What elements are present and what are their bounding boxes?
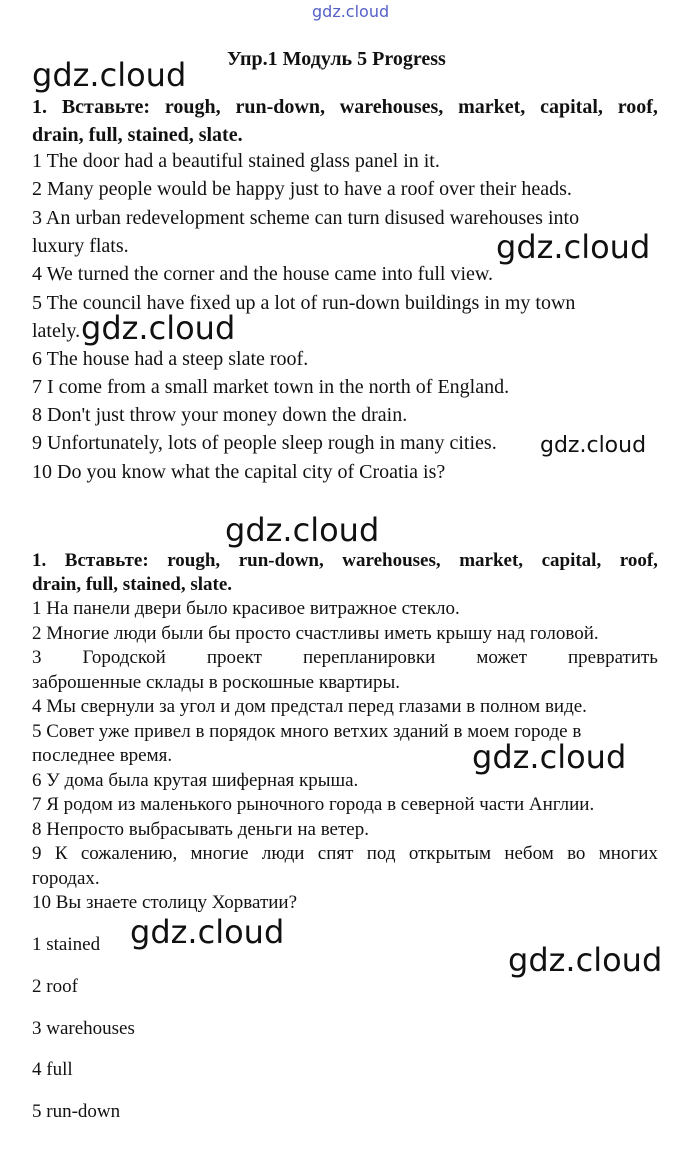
ru-sentence-9b: городах. [32,868,100,889]
ru-sentence-8: 8 Непросто выбрасывать деньги на ветер. [32,819,369,840]
task-word: run-down, [235,96,325,118]
ru-word: открытым [408,843,492,864]
en-sentence-5a: 5 The council have fixed up a lot of run-down buildings in my town [32,292,576,314]
answer-item: 3 warehouses [32,1018,135,1039]
ru-sentence-5b: последнее время. [32,745,173,766]
watermark-7: gdz.cloud [130,913,285,951]
ru-word: перепланировки [302,647,436,668]
watermark-4: gdz.cloud [540,433,647,458]
ru-word: небом [504,843,554,864]
ru-sentence-10: 10 Вы знаете столицу Хорватии? [32,892,298,913]
ru-word: сожалению, [80,843,178,864]
page-title: Упр.1 Модуль 5 Progress [227,48,446,70]
ru-word: Городской [82,647,166,668]
ru-sentence-3a [32,647,658,669]
task-word: Вставьте: [61,96,151,118]
ru-word: 3 [32,647,42,668]
task-heading-ru-line1 [32,550,658,572]
task-word: capital, [541,550,602,571]
ru-sentence-9a [32,843,658,865]
ru-sentence-6: 6 У дома была крутая шиферная крыша. [32,770,359,791]
watermark-3: gdz.cloud [81,309,236,347]
en-sentence-2: 2 Many people would be happy just to have a roof over their heads. [32,178,572,200]
en-sentence-8: 8 Don't just throw your money down the drain. [32,404,408,426]
answer-item: 4 full [32,1059,73,1080]
task-word: capital, [540,96,603,118]
ru-word: может [476,647,527,668]
en-sentence-1: 1 The door had a beautiful stained glass panel in it. [32,150,440,172]
watermark-6: gdz.cloud [472,738,627,776]
ru-word: 9 [32,843,42,864]
task-word: rough, [167,550,221,571]
en-sentence-9: 9 Unfortunately, lots of people sleep rough in many cities. [32,432,497,454]
ru-word: многие [190,843,249,864]
ru-word: спят [317,843,354,864]
answer-item: 2 roof [32,976,78,997]
ru-sentence-4: 4 Мы свернули за угол и дом предстал перед глазами в полном виде. [32,696,587,717]
task-heading-ru-line2: drain, full, stained, slate. [32,574,233,595]
en-sentence-5b: lately. [32,320,81,342]
ru-sentence-2: 2 Многие люди были бы просто счастливы иметь крышу над головой. [32,623,599,644]
ru-word: под [366,843,396,864]
ru-word: люди [261,843,305,864]
en-sentence-4: 4 We turned the corner and the house came into full view. [32,263,494,285]
task-word: market, [459,550,524,571]
ru-sentence-3b: заброшенные склады в роскошные квартиры. [32,672,400,693]
task-heading-en-line2: drain, full, stained, slate. [32,124,243,146]
watermark-5: gdz.cloud [225,511,380,549]
task-word: roof, [619,550,658,571]
task-word: warehouses, [342,550,441,571]
top-watermark: gdz.cloud [312,2,390,21]
ru-sentence-5a: 5 Совет уже привел в порядок много ветхих зданий в моем городе в [32,721,582,742]
answer-item: 5 run-down [32,1101,121,1122]
en-sentence-10: 10 Do you know what the capital city of Croatia is? [32,461,446,483]
ru-sentence-7: 7 Я родом из маленького рыночного города в северной части Англии. [32,794,595,815]
watermark-1: gdz.cloud [32,56,187,94]
task-word: run-down, [238,550,324,571]
watermark-2: gdz.cloud [496,228,651,266]
task-word: rough, [164,96,221,118]
ru-word: проект [206,647,262,668]
task-word: market, [458,96,526,118]
task-heading-en-line1 [32,96,658,119]
ru-word: превратить [568,647,658,668]
watermark-8: gdz.cloud [508,941,663,979]
ru-word: во [567,843,586,864]
task-word: Вставьте: [64,550,149,571]
ru-word: многих [598,843,658,864]
task-word: 1. [32,550,47,571]
en-sentence-3a: 3 An urban redevelopment scheme can turn disused warehouses into [32,207,580,229]
en-sentence-7: 7 I come from a small market town in the north of England. [32,376,510,398]
ru-sentence-1: 1 На панели двери было красивое витражное стекло. [32,598,460,619]
en-sentence-6: 6 The house had a steep slate roof. [32,348,309,370]
task-word: 1. [32,96,47,118]
answer-item: 1 stained [32,934,101,955]
task-word: warehouses, [339,96,444,118]
ru-word: К [54,843,68,864]
task-word: roof, [617,96,658,118]
en-sentence-3b: luxury flats. [32,235,129,257]
